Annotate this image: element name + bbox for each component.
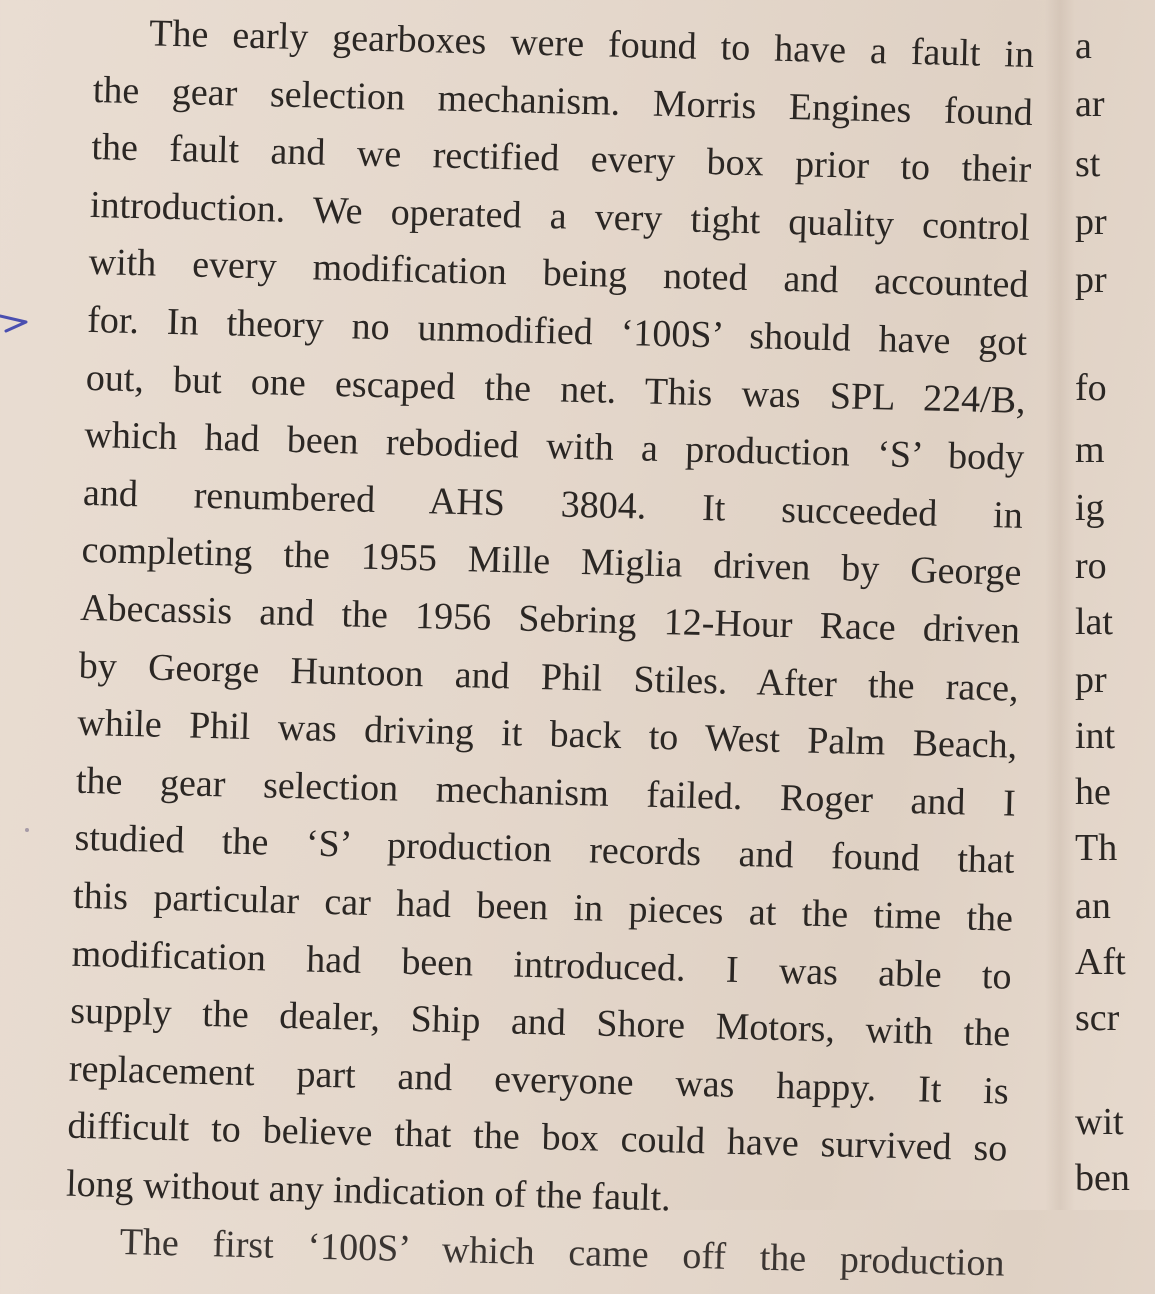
adjacent-fragment: scr [1075, 997, 1120, 1039]
text-line: the gear selection mechanism failed. Roger and I [75, 759, 1017, 825]
adjacent-fragment: an [1075, 885, 1111, 927]
adjacent-fragment: m [1075, 429, 1105, 471]
page-gutter [1045, 0, 1075, 1210]
pen-arrow-icon [0, 302, 32, 342]
text-line: with every modification being noted and accounted [88, 241, 1029, 307]
adjacent-fragment: ro [1075, 545, 1107, 587]
text-line: replacement part and everyone was happy. It is [68, 1047, 1010, 1113]
text-line: by George Huntoon and Phil Stiles. After the race, [78, 644, 1020, 710]
text-line: the gear selection mechanism. Morris Engines found [92, 68, 1034, 134]
text-line: modification had been introduced. I was able to [71, 932, 1013, 998]
adjacent-fragment: lat [1075, 601, 1113, 643]
adjacent-fragment: st [1075, 143, 1101, 185]
adjacent-fragment: Aft [1075, 941, 1126, 983]
text-line: supply the dealer, Ship and Shore Motors, with the [69, 989, 1011, 1055]
text-line: out, but one escaped the net. This was SPL 224/B, [85, 356, 1027, 422]
adjacent-fragment: ig [1075, 487, 1105, 529]
adjacent-fragment: int [1075, 715, 1116, 757]
adjacent-fragment: a [1075, 25, 1092, 67]
text-line: completing the 1955 Mille Miglia driven by George [81, 529, 1022, 595]
adjacent-fragment: he [1075, 771, 1111, 813]
text-line: Abecassis and the 1956 Sebring 12-Hour Race driven [79, 586, 1021, 652]
text-line: long without any indication of the fault. [65, 1162, 672, 1220]
pen-mark [25, 828, 29, 832]
main-text-column [65, 4, 1035, 1286]
adjacent-fragment: pr [1075, 659, 1107, 701]
text-line: the fault and we rectified every box prior to their [90, 126, 1032, 192]
adjacent-fragment: pr [1075, 259, 1107, 301]
adjacent-fragment: pr [1075, 201, 1107, 243]
text-line: difficult to believe that the box could have survived so [67, 1104, 1008, 1170]
adjacent-fragment: ar [1075, 83, 1105, 125]
text-line: and renumbered AHS 3804. It succeeded in [82, 471, 1024, 537]
adjacent-fragment: Th [1075, 827, 1118, 869]
adjacent-fragment: fo [1075, 367, 1107, 409]
adjacent-fragment: ben [1075, 1157, 1130, 1199]
text-line: while Phil was driving it back to West Palm Beach, [76, 701, 1018, 767]
text-line: this particular car had been in pieces at the time the [72, 874, 1014, 940]
text-line: introduction. We operated a very tight quality control [89, 183, 1031, 249]
text-line: for. In theory no unmodified ‘100S’ should have got [86, 298, 1028, 364]
adjacent-column [1075, 0, 1155, 1210]
text-line: The early gearboxes were found to have a fault in [148, 12, 1035, 76]
adjacent-fragment: wit [1075, 1101, 1124, 1143]
cut-off-text-line: The first ‘100S’ which came off the production [119, 1221, 1005, 1286]
text-line: which had been rebodied with a production ‘S’ body [83, 414, 1025, 479]
text-line: studied the ‘S’ production records and found that [74, 817, 1015, 883]
